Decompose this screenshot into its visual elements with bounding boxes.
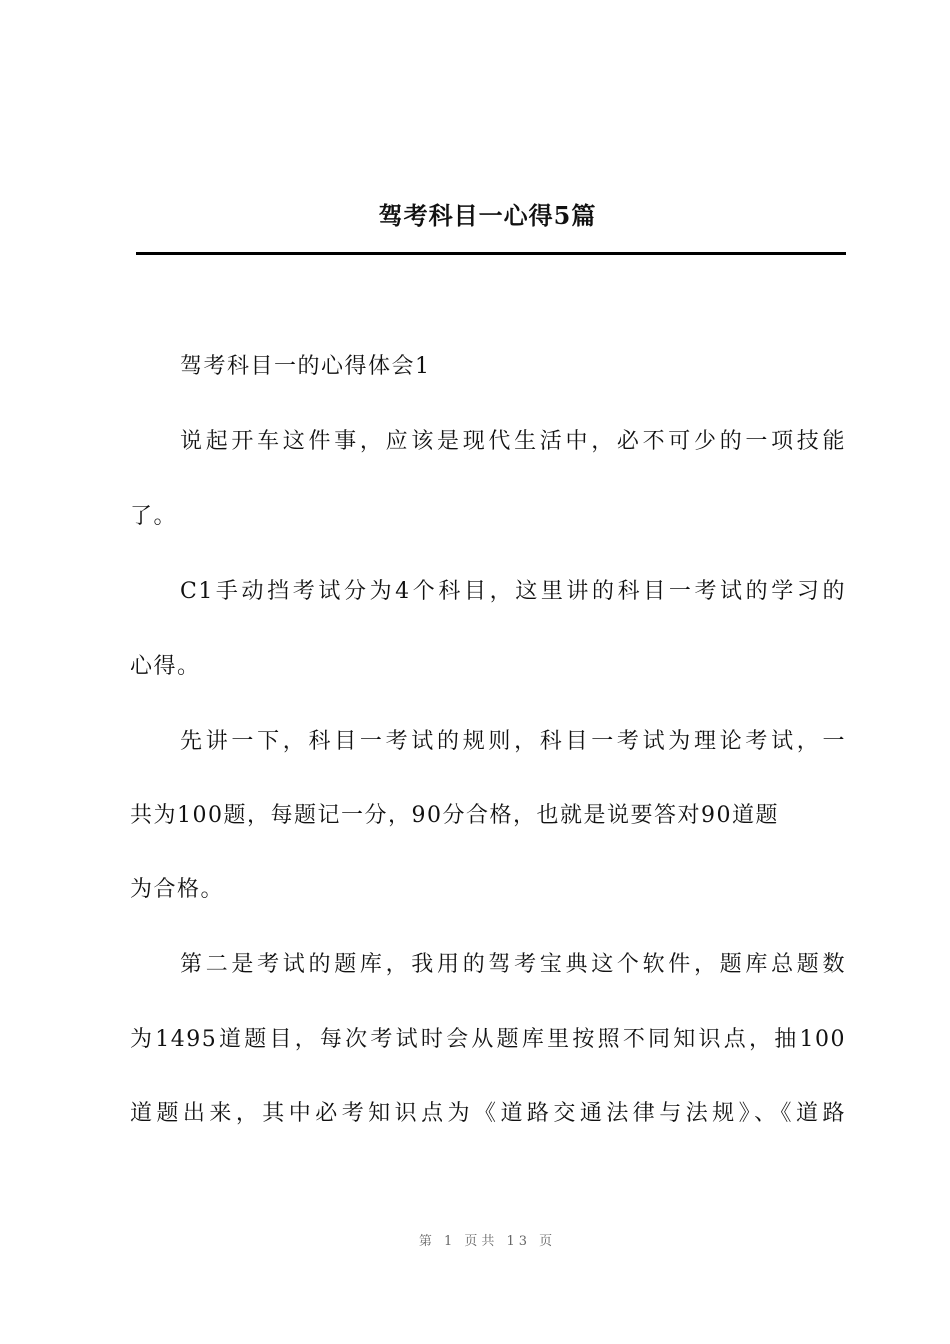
paragraph-line: 共为100题，每题记一分，90分合格，也就是说要答对90道题 bbox=[130, 803, 779, 828]
paragraph-line: 道题出来，其中必考知识点为《道路交通法律与法规》、《道路 bbox=[130, 1101, 846, 1126]
title-underline bbox=[136, 252, 846, 255]
paragraph-line: 为1495道题目，每次考试时会从题库里按照不同知识点，抽100 bbox=[130, 1027, 846, 1052]
page-number-footer: 第 1 页共 13 页 bbox=[418, 1234, 557, 1249]
paragraph-line: C1手动挡考试分为4个科目，这里讲的科目一考试的学习的 bbox=[180, 579, 846, 604]
paragraph-line: 先讲一下，科目一考试的规则，科目一考试为理论考试，一 bbox=[180, 729, 846, 754]
paragraph-line: 了。 bbox=[130, 504, 178, 529]
paragraph-line: 说起开车这件事，应该是现代生活中，必不可少的一项技能 bbox=[180, 429, 846, 454]
paragraph-line: 心得。 bbox=[130, 654, 201, 679]
paragraph-line: 第二是考试的题库，我用的驾考宝典这个软件，题库总题数 bbox=[180, 952, 846, 977]
paragraph-line: 为合格。 bbox=[130, 877, 225, 902]
document-title: 驾考科目一心得5篇 bbox=[378, 201, 597, 230]
section-heading: 驾考科目一的心得体会1 bbox=[180, 354, 431, 379]
